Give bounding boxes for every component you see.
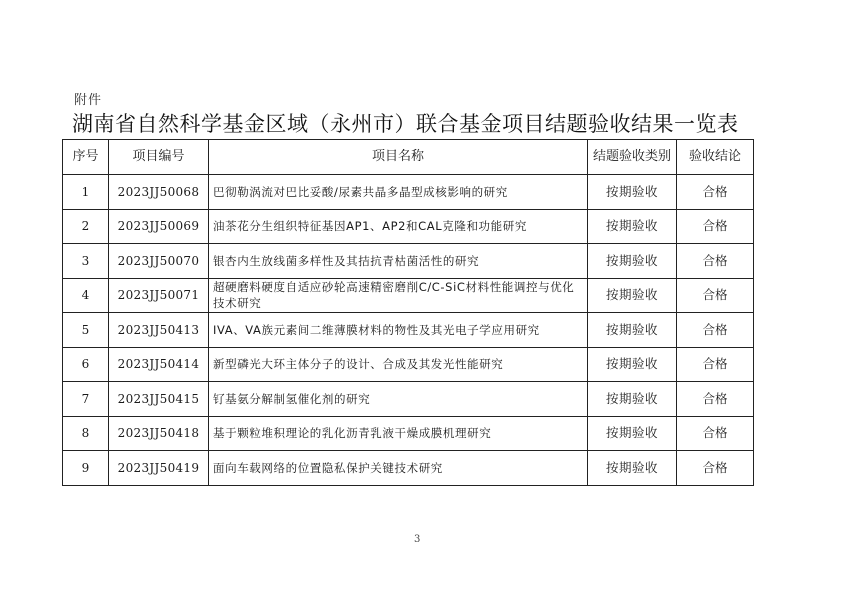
cell-result: 合格: [677, 382, 754, 417]
cell-code: 2023JJ50415: [109, 382, 209, 417]
column-header-code: 项目编号: [109, 140, 209, 175]
page-number: 3: [414, 534, 421, 545]
cell-seq: 9: [63, 451, 109, 486]
cell-type: 按期验收: [588, 175, 677, 210]
cell-seq: 5: [63, 313, 109, 348]
cell-seq: 3: [63, 244, 109, 279]
cell-type: 按期验收: [588, 209, 677, 244]
cell-name: 新型磷光大环主体分子的设计、合成及其发光性能研究: [209, 347, 588, 382]
cell-result: 合格: [677, 451, 754, 486]
cell-code: 2023JJ50068: [109, 175, 209, 210]
column-header-result: 验收结论: [677, 140, 754, 175]
cell-code: 2023JJ50413: [109, 313, 209, 348]
column-header-type: 结题验收类别: [588, 140, 677, 175]
table-row: [63, 382, 754, 417]
cell-result: 合格: [677, 244, 754, 279]
table-header-row: [63, 140, 754, 175]
cell-seq: 6: [63, 347, 109, 382]
cell-seq: 2: [63, 209, 109, 244]
cell-type: 按期验收: [588, 244, 677, 279]
table-row: [63, 451, 754, 486]
attachment-label: 附件: [74, 93, 103, 108]
table-row: [63, 313, 754, 348]
cell-name: 油茶花分生组织特征基因AP1、AP2和CAL克隆和功能研究: [209, 209, 588, 244]
table-row: [63, 209, 754, 244]
column-header-name: 项目名称: [209, 140, 588, 175]
cell-name: 超硬磨料硬度自适应砂轮高速精密磨削C/C-SiC材料性能调控与优化技术研究: [209, 278, 588, 313]
cell-type: 按期验收: [588, 347, 677, 382]
cell-result: 合格: [677, 313, 754, 348]
cell-name: 钌基氨分解制氢催化剂的研究: [209, 382, 588, 417]
cell-name: 面向车载网络的位置隐私保护关键技术研究: [209, 451, 588, 486]
cell-seq: 8: [63, 416, 109, 451]
cell-name: 银杏内生放线菌多样性及其拮抗青枯菌活性的研究: [209, 244, 588, 279]
cell-type: 按期验收: [588, 313, 677, 348]
table-row: [63, 278, 754, 313]
cell-type: 按期验收: [588, 382, 677, 417]
cell-seq: 1: [63, 175, 109, 210]
cell-name: 基于颗粒堆积理论的乳化沥青乳液干燥成膜机理研究: [209, 416, 588, 451]
document-title: 湖南省自然科学基金区域（永州市）联合基金项目结题验收结果一览表: [72, 112, 739, 136]
cell-seq: 7: [63, 382, 109, 417]
table-row: [63, 416, 754, 451]
cell-type: 按期验收: [588, 278, 677, 313]
cell-code: 2023JJ50418: [109, 416, 209, 451]
table-row: [63, 175, 754, 210]
table-row: [63, 347, 754, 382]
cell-result: 合格: [677, 175, 754, 210]
cell-code: 2023JJ50419: [109, 451, 209, 486]
cell-result: 合格: [677, 209, 754, 244]
table-row: [63, 244, 754, 279]
cell-code: 2023JJ50069: [109, 209, 209, 244]
column-header-seq: 序号: [63, 140, 109, 175]
cell-name: 巴彻勒涡流对巴比妥酸/尿素共晶多晶型成核影响的研究: [209, 175, 588, 210]
cell-result: 合格: [677, 278, 754, 313]
cell-type: 按期验收: [588, 451, 677, 486]
cell-code: 2023JJ50414: [109, 347, 209, 382]
cell-seq: 4: [63, 278, 109, 313]
cell-code: 2023JJ50070: [109, 244, 209, 279]
cell-code: 2023JJ50071: [109, 278, 209, 313]
cell-type: 按期验收: [588, 416, 677, 451]
cell-result: 合格: [677, 416, 754, 451]
cell-result: 合格: [677, 347, 754, 382]
acceptance-results-table: [62, 139, 754, 486]
cell-name: IVA、VA族元素间二维薄膜材料的物性及其光电子学应用研究: [209, 313, 588, 348]
